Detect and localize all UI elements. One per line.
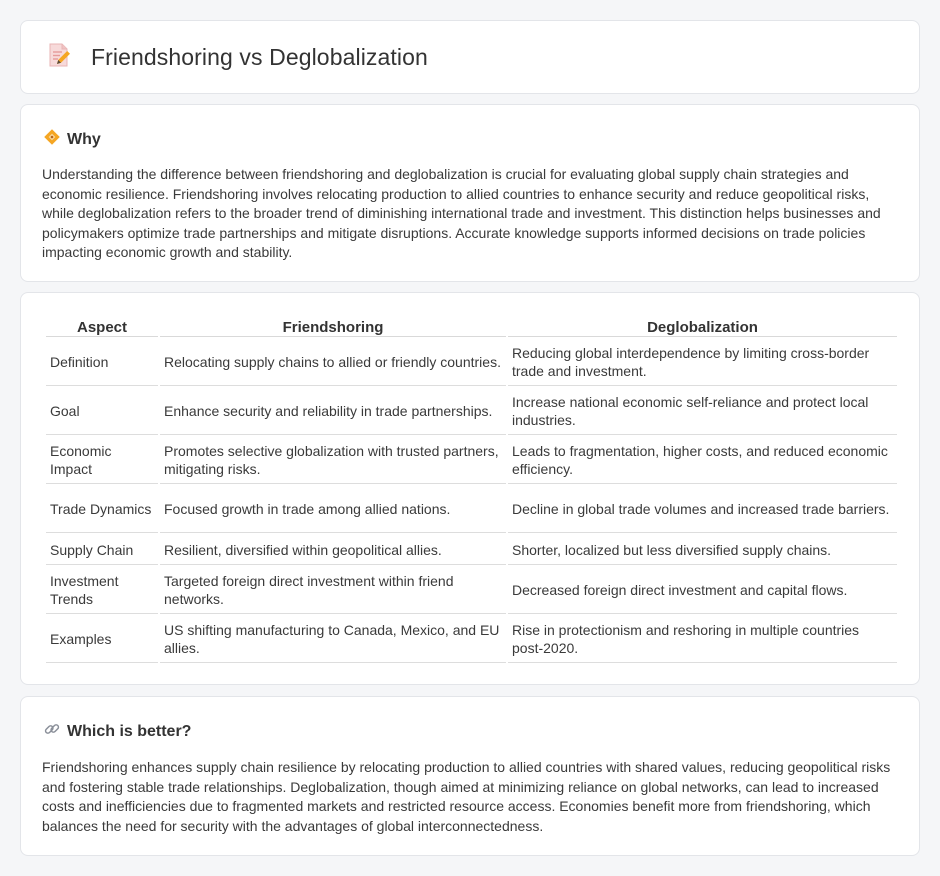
table-row (46, 486, 897, 533)
header-deglobalization: Deglobalization (508, 318, 897, 337)
cell-friendshoring: US shifting manufacturing to Canada, Mexico, and EU allies. (160, 616, 506, 663)
header-friendshoring: Friendshoring (160, 318, 506, 337)
which-is-better-text: Friendshoring enhances supply chain resilience by relocating production to allied countries with shared values, reducing geopolitical risks and fostering stable trade relationships. Deglobalization, though aimed at minimizing reliance on global networks, can lead to increased costs and inefficiencies due to fragmented markets and restricted resource access. Economies benefit more from friendshoring, which balances the need for security with the advantages of global interconnectedness. (42, 759, 891, 834)
header-card (20, 20, 920, 94)
cell-deglobalization: Leads to fragmentation, higher costs, and reduced economic efficiency. (508, 437, 897, 484)
cell-aspect: Trade Dynamics (46, 486, 158, 533)
cell-friendshoring: Relocating supply chains to allied or friendly countries. (160, 339, 506, 386)
cell-deglobalization: Reducing global interdependence by limiting cross-border trade and investment. (508, 339, 897, 386)
cell-aspect: Supply Chain (46, 535, 158, 565)
which-is-better-title: Which is better? (67, 722, 192, 740)
header-aspect: Aspect (46, 318, 158, 337)
comparison-table (44, 316, 899, 665)
link-icon (43, 720, 67, 743)
cell-deglobalization: Decline in global trade volumes and increased trade barriers. (508, 486, 897, 533)
cell-deglobalization: Rise in protectionism and reshoring in multiple countries post-2020. (508, 616, 897, 663)
table-row (46, 616, 897, 663)
cell-friendshoring: Promotes selective globalization with trusted partners, mitigating risks. (160, 437, 506, 484)
comparison-section (20, 292, 920, 685)
cell-aspect: Goal (46, 388, 158, 435)
table-row (46, 535, 897, 565)
why-section (20, 104, 920, 282)
table-header-row (46, 318, 897, 337)
which-is-better-section (20, 696, 920, 856)
cell-aspect: Investment Trends (46, 567, 158, 614)
table-row (46, 567, 897, 614)
cell-aspect: Definition (46, 339, 158, 386)
cell-deglobalization: Increase national economic self-reliance and protect local industries. (508, 388, 897, 435)
cell-deglobalization: Decreased foreign direct investment and capital flows. (508, 567, 897, 614)
diamond-warning-icon (43, 128, 67, 151)
cell-friendshoring: Resilient, diversified within geopolitical allies. (160, 535, 506, 565)
table-row (46, 339, 897, 386)
table-row (46, 388, 897, 435)
table-row (46, 437, 897, 484)
cell-deglobalization: Shorter, localized but less diversified supply chains. (508, 535, 897, 565)
cell-friendshoring: Targeted foreign direct investment within friend networks. (160, 567, 506, 614)
cell-friendshoring: Enhance security and reliability in trade partnerships. (160, 388, 506, 435)
cell-aspect: Examples (46, 616, 158, 663)
document-pencil-icon (45, 41, 91, 74)
page-title: Friendshoring vs Deglobalization (91, 43, 428, 70)
why-title: Why (67, 130, 101, 148)
cell-friendshoring: Focused growth in trade among allied nations. (160, 486, 506, 533)
cell-aspect: Economic Impact (46, 437, 158, 484)
why-text: Understanding the difference between friendshoring and deglobalization is crucial for evaluating global supply chain strategies and economic resilience. Friendshoring involves relocating production to allied countries to enhance security and reduce geopolitical risks, while deglobalization refers to the broader trend of diminishing international trade and investment. This distinction helps businesses and policymakers optimize trade partnerships and mitigate disruptions. Accurate knowledge supports informed decisions on trade policies impacting economic growth and stability. (42, 166, 881, 261)
